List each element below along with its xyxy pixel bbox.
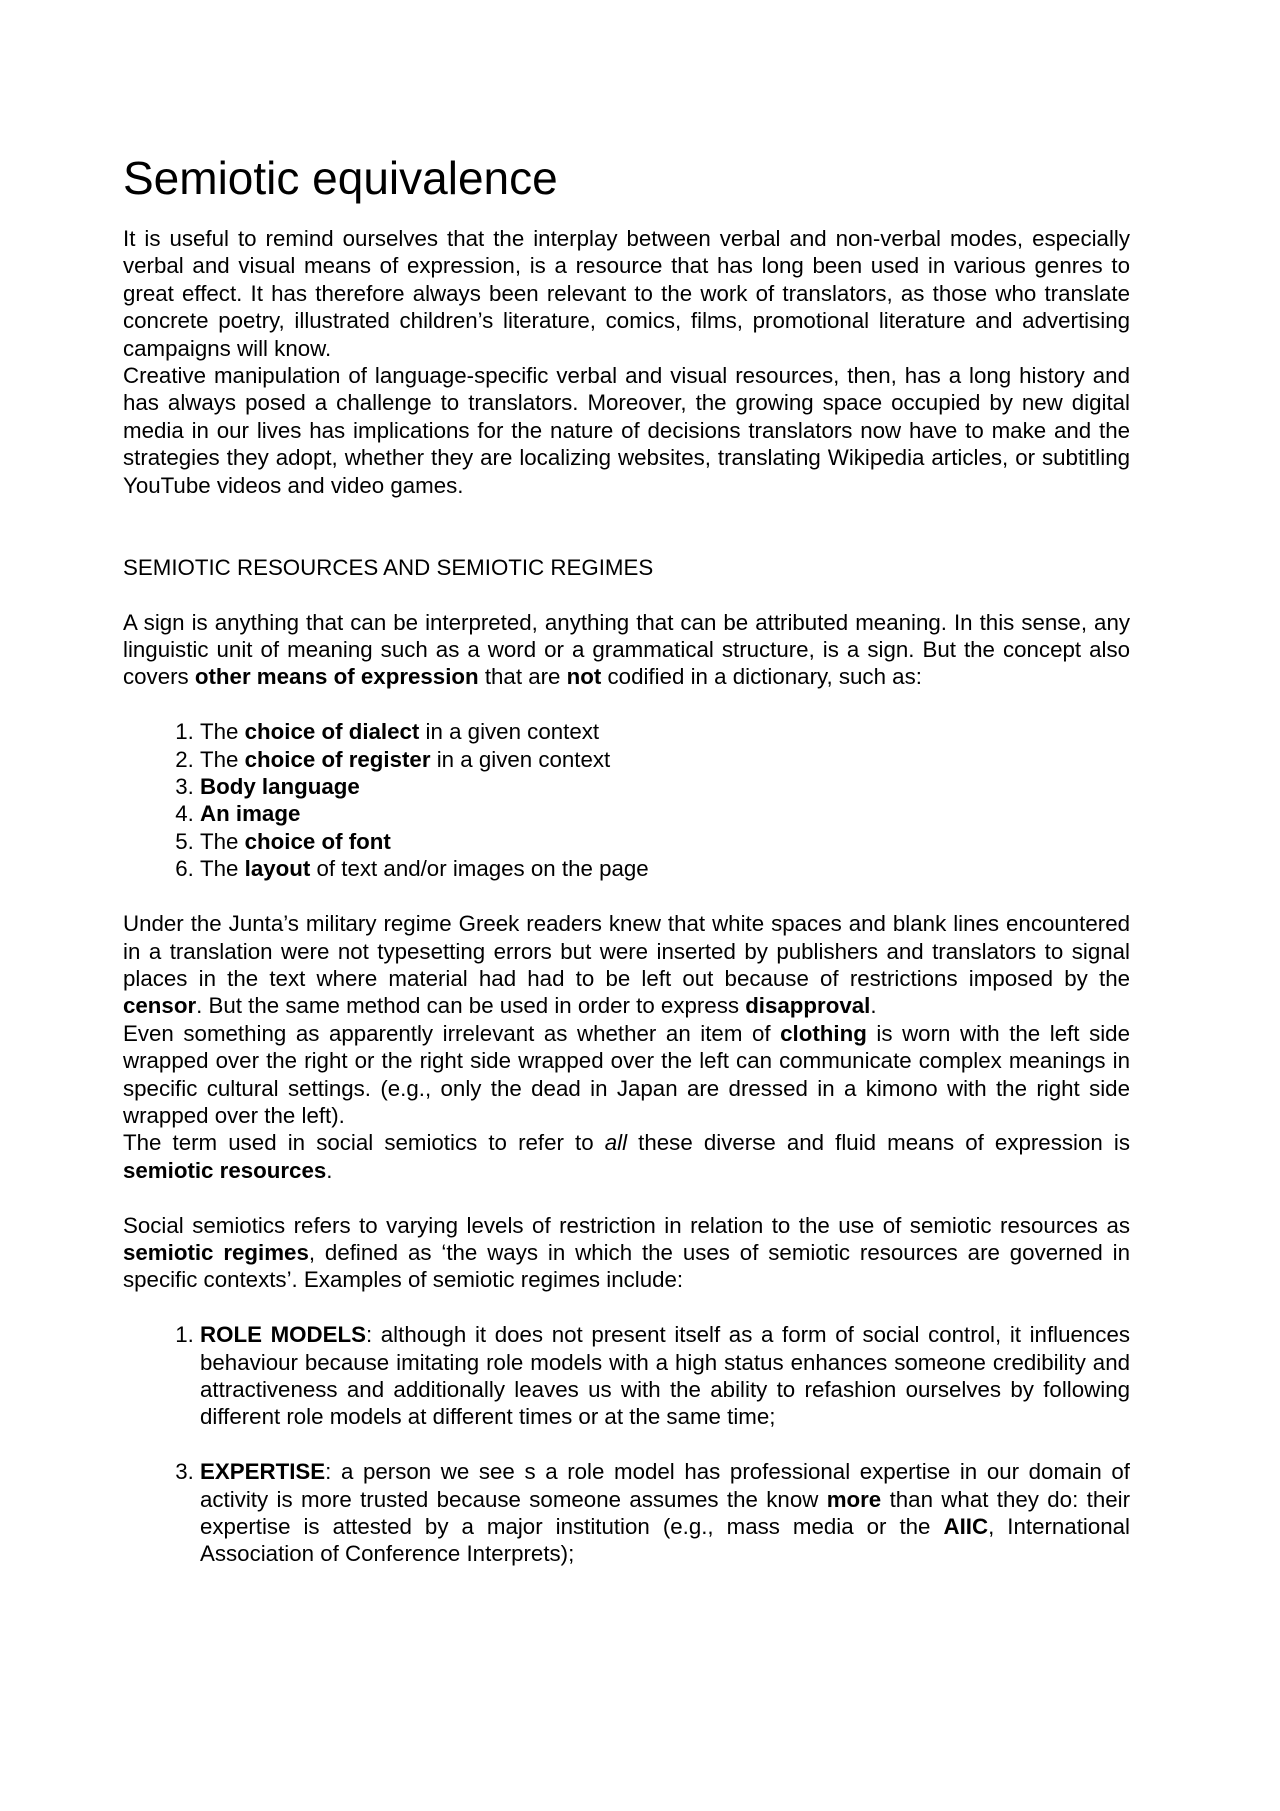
text-run: of text and/or images on the page: [310, 856, 649, 882]
bold-run: choice of register: [244, 746, 431, 772]
list-item: [200, 855, 1130, 882]
text-run: The: [200, 828, 245, 854]
text-run: , International Association of Conference Interprets);: [200, 1513, 1130, 1567]
bold-run: semiotic regimes: [123, 1239, 309, 1265]
regimes-paragraph: [123, 1212, 1130, 1294]
spacer: [123, 581, 1130, 608]
bold-run: clothing: [780, 1020, 867, 1046]
text-run: . But the same method can be used in order to express: [196, 993, 746, 1019]
text-run: in a given context: [419, 719, 600, 745]
text-run: The term used in social semiotics to refer to: [123, 1130, 605, 1156]
bold-run: ROLE MODELS: [200, 1322, 366, 1348]
text-run: The: [200, 746, 245, 772]
text-run: Even something as apparently irrelevant as whether an item of: [123, 1020, 781, 1046]
bold-run: EXPERTISE: [200, 1459, 326, 1485]
list-item-role-models: [200, 1321, 1130, 1431]
bold-run: layout: [244, 856, 311, 882]
intro-paragraph-2: Creative manipulation of language-specific verbal and visual resources, then, has a long history and has always posed a challenge to translators. Moreover, the growing space occupied by new digital media in our lives has implications for the nature of decisions translators now have to make and the strategies they adopt, whether they are localizing websites, translating Wikipedia articles, or subtitling YouTube videos and video games.: [123, 363, 1130, 498]
text-run: A sign is anything that can be interpreted, anything that can be attributed meaning. In this sense, any linguistic unit of meaning such as a word or a grammatical structure, is a sign. But the concept also covers: [123, 609, 1130, 690]
text-run: Under the Junta’s military regime Greek readers knew that white spaces and blank lines encountered in a translation were not typesetting errors but were inserted by publishers and translators to signal places in the text where material had had to be left out because of restrictions imposed by the: [123, 911, 1130, 991]
spacer: [123, 1294, 1130, 1321]
term-paragraph: [123, 1129, 1130, 1184]
list-item: [200, 773, 1130, 800]
spacer: [123, 691, 1130, 718]
bold-run: not: [566, 664, 602, 690]
text-run: is worn with the left side wrapped over the right or the right side wrapped over the left can communicate complex meanings in specific cultural settings. (e.g., only the dead in Japan are dressed in a kimono with the right side wrapped over the left).: [123, 1020, 1130, 1128]
bold-run: more: [826, 1486, 882, 1512]
means-of-expression-list: [123, 718, 1130, 882]
section-heading: SEMIOTIC RESOURCES AND SEMIOTIC REGIMES: [123, 554, 654, 580]
spacer: [123, 499, 1130, 554]
bold-run: semiotic resources: [123, 1157, 327, 1183]
intro-paragraph-1: It is useful to remind ourselves that the interplay between verbal and non-verbal modes, especially verbal and visual means of expression, is a resource that has long been used in various genres to great effect. It has therefore always been relevant to the work of translators, as those who translate concrete poetry, illustrated children’s literature, comics, films, promotional literature and advertising campaigns will know.: [123, 226, 1130, 361]
bold-run: AIIC: [943, 1513, 989, 1539]
document-page: [123, 150, 1130, 1568]
text-run: : although it does not present itself as a form of social control, it influences behaviour because imitating role models with a high status enhances someone credibility and attractiveness and additionally leaves us with the ability to refashion ourselves by following different role models at different times or at the same time;: [200, 1322, 1130, 1430]
list-item: [200, 746, 1130, 773]
bold-run: choice of dialect: [244, 719, 420, 745]
sign-paragraph: [123, 609, 1130, 691]
text-run: The: [200, 719, 245, 745]
bold-run: disapproval: [745, 993, 871, 1019]
spacer: [123, 1184, 1130, 1211]
spacer: [123, 883, 1130, 910]
bold-run: choice of font: [244, 828, 391, 854]
bold-run: censor: [123, 993, 197, 1019]
bold-run: An image: [200, 801, 301, 827]
text-run: , defined as ‘the ways in which the uses of semiotic resources are governed in specific contexts’. Examples of semiotic regimes include:: [123, 1239, 1130, 1293]
bold-run: Body language: [200, 774, 360, 800]
text-run: The: [200, 856, 245, 882]
text-run: : a person we see s a role model has professional expertise in our domain of activity is more trusted because someone assumes the know: [200, 1459, 1130, 1512]
list-item: [200, 800, 1130, 827]
list-spacer: [200, 1431, 1130, 1458]
italic-run: all: [604, 1130, 628, 1156]
list-item-expertise: [200, 1458, 1130, 1568]
page-title: Semiotic equivalence: [123, 152, 558, 204]
text-run: these diverse and fluid means of expression is: [627, 1130, 1130, 1156]
text-run: .: [326, 1157, 333, 1183]
list-item: [200, 828, 1130, 855]
clothing-paragraph: [123, 1020, 1130, 1130]
junta-paragraph: [123, 910, 1130, 1020]
text-run: Social semiotics refers to varying levels of restriction in relation to the use of semiotic resources as: [123, 1212, 1130, 1238]
text-run: .: [870, 993, 877, 1019]
bold-run: other means of expression: [194, 664, 479, 690]
list-item: [200, 718, 1130, 745]
text-run: in a given context: [430, 746, 611, 772]
text-run: than what they do: their expertise is attested by a major institution (e.g., mass media or the: [200, 1486, 1130, 1539]
semiotic-regimes-list: [123, 1321, 1130, 1568]
text-run: that are: [478, 664, 567, 690]
text-run: codified in a dictionary, such as:: [601, 664, 922, 690]
